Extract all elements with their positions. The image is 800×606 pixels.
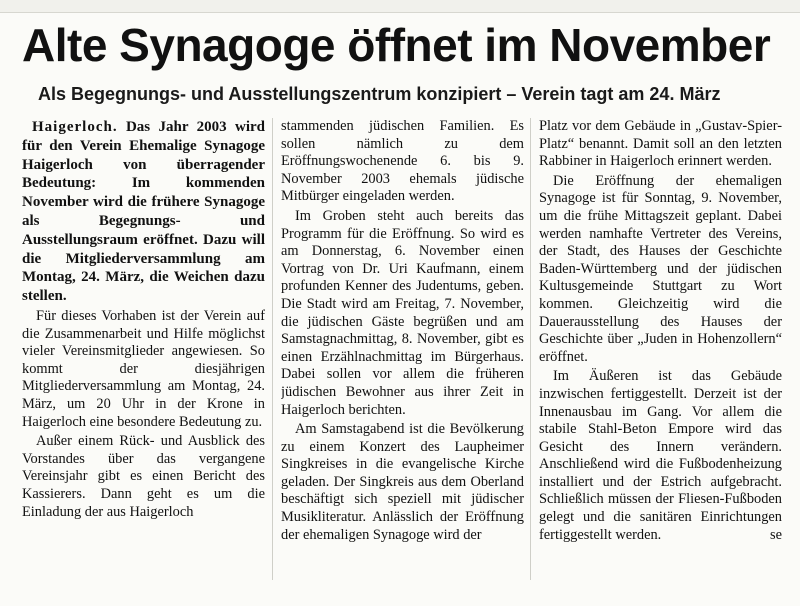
- paragraph-text: Im Äußeren ist das Gebäude inzwischen fertiggestellt. Derzeit ist der Innenausbau im Gang. Vor allem die stabile Stahl-Beton Empore wird das Gesicht des Innern verändern. Anschließend wird die Fußbodenheizung installiert und der Estrich aufgebracht. Schließlich müssen der Fliesen-Fußboden gelegt und die sanitären Einrichtungen fertiggestellt werden.: [539, 368, 782, 543]
- article-column-1: [22, 118, 265, 588]
- paragraph: stammenden jüdischen Familien. Es sollen nämlich zu dem Eröffnungswochenende 6. bis 9. November 2003 ehemals jüdische Mitbürger eingeladen werden.: [281, 118, 524, 205]
- author-signature: se: [770, 526, 782, 543]
- paragraph: Am Samstagabend ist die Bevölkerung zu einem Konzert des Laupheimer Singkreises in die evangelische Kirche geladen. Der Singkreis aus dem Oberland beschäftigt sich speziell mit jüdischer Musikliteratur. Anlässlich der Eröffnung der ehemaligen Synagoge wird der: [281, 421, 524, 543]
- paragraph: [539, 368, 782, 544]
- article-subheadline: Als Begegnungs- und Ausstellungszentrum konzipiert – Verein tagt am 24. März: [38, 84, 721, 104]
- paragraph: Außer einem Rück- und Ausblick des Vorstandes über das vergangene Vereinsjahr gibt es einen Bericht des Kassierers. Dann geht es um die Einladung der aus Haigerloch: [22, 433, 265, 520]
- column-divider: [530, 118, 531, 580]
- article-column-2: [281, 118, 524, 588]
- paragraph: Im Groben steht auch bereits das Programm für die Eröffnung. So wird es am Donnerstag, 6. November einen Vortrag von Dr. Uri Kaufmann, einem profunden Kenner des Judentums, geben. Die Stadt wird am Freitag, 7. November, die jüdischen Gäste begrüßen und am Samstagnachmittag, 8. November, gibt es einen Erzählnachmittag im Bürgerhaus. Dabei sollen vor allem die früheren jüdischen Bewohner aus ihrer Zeit in Haigerloch berichten.: [281, 207, 524, 418]
- column-divider: [272, 118, 273, 580]
- dateline: Haigerloch.: [32, 119, 118, 135]
- article-column-3: [539, 118, 782, 588]
- article-headline: Alte Synagoge öffnet im November: [22, 19, 771, 71]
- clipping-top-edge: [0, 0, 800, 13]
- lead-paragraph: [22, 118, 265, 306]
- paragraph: Für dieses Vorhaben ist der Verein auf die Zusammenarbeit und Hilfe möglichst vieler Vereinsmitglieder angewiesen. So kommt der diesjährigen Mitgliederversammlung am Montag, 24. März, um 20 Uhr in der Krone in Haigerloch eine besondere Bedeutung zu.: [22, 307, 265, 430]
- paragraph: Platz vor dem Gebäude in „Gustav-Spier-Platz“ benannt. Damit soll an den letzten Rabbiner in Haigerloch erinnert werden.: [539, 118, 782, 170]
- lead-text: Das Jahr 2003 wird für den Verein Ehemalige Synagoge Haigerloch von überragender Bedeutung: Im kommenden November wird die frühere Synagoge als Begegnungs- und Ausstellungsraum eröffnet. Dazu will die Mitgliederversammlung am Montag, 24. März, die Weichen dazu stellen.: [22, 119, 265, 305]
- paragraph: Die Eröffnung der ehemaligen Synagoge ist für Sonntag, 9. November, um die frühe Mittagszeit geplant. Dabei werden namhafte Vertreter des Vereins, der Stadt, des Hauses der Geschichte Baden-Württemberg und der jüdischen Kultusgemeinde Stuttgart zu Wort kommen. Gleichzeitig wird die Dauerausstellung des Hauses der Geschichte über „Juden in Hohenzollern“ eröffnet.: [539, 172, 782, 365]
